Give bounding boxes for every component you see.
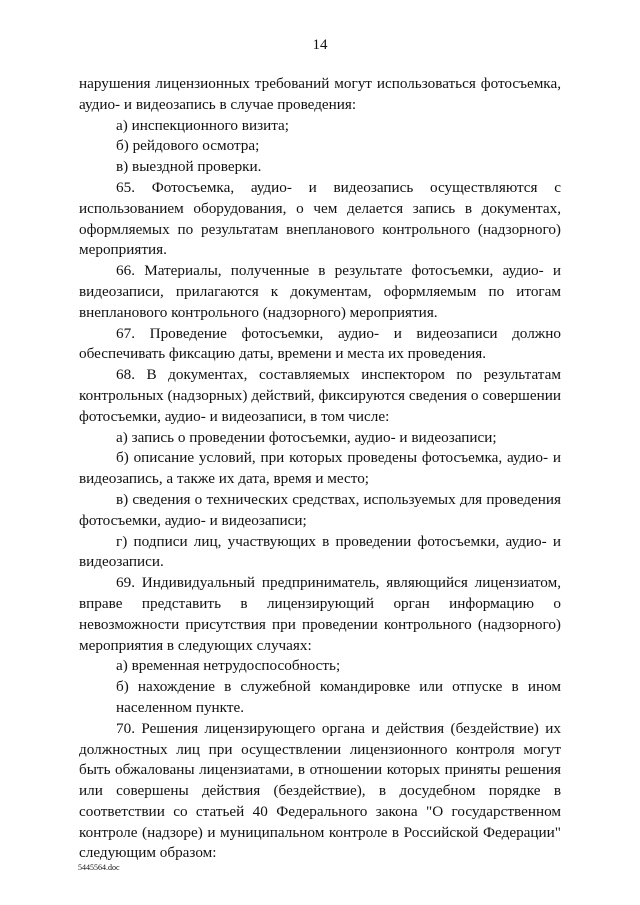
- paragraph: 70. Решения лицензирующего органа и действия (бездействие) их должностных лиц при осуществлении лицензионного контроля могут быть обжалованы лицензиатами, в отношении которых приняты решения или совершены действия (бездействие), в досудебном порядке в соответствии со статьей 40 Федерального закона "О государственном контроле (надзоре) и муниципальном контроле в Российской Федерации" следующим образом:: [79, 719, 561, 862]
- document-file-id: 5445564.doc: [78, 863, 120, 872]
- paragraph: 69. Индивидуальный предприниматель, являющийся лицензиатом, вправе представить в лицензирующий орган информацию о невозможности присутствия при проведении контрольного (надзорного) мероприятия в следующих случаях:: [79, 574, 561, 654]
- page-number: 14: [312, 37, 328, 53]
- paragraph: в) выездной проверки.: [116, 158, 262, 176]
- paragraph: 68. В документах, составляемых инспектором по результатам контрольных (надзорных) действий, фиксируются сведения о совершении фотосъемки, аудио- и видеозаписи, в том числе:: [79, 366, 561, 425]
- paragraph: а) временная нетрудоспособность;: [116, 657, 341, 675]
- paragraph: б) нахождение в служебной командировке или отпуске в ином населенном пункте.: [116, 678, 561, 716]
- paragraph: 66. Материалы, полученные в результате фотосъемки, аудио- и видеозаписи, прилагаются к документам, оформляемым по итогам внепланового контрольного (надзорного) мероприятия.: [79, 262, 561, 321]
- paragraph: нарушения лицензионных требований могут использоваться фотосъемка, аудио- и видеозапись в случае проведения:: [79, 75, 561, 113]
- paragraph: 65. Фотосъемка, аудио- и видеозапись осуществляются с использованием оборудования, о чем делается запись в документах, оформляемых по результатам внепланового контрольного (надзорного) мероприятия.: [79, 178, 561, 259]
- paragraph: б) описание условий, при которых проведены фотосъемка, аудио- и видеозапись, а также их дата, время и место;: [79, 449, 561, 488]
- paragraph: в) сведения о технических средствах, используемых для проведения фотосъемки, аудио- и видеозаписи;: [79, 490, 561, 529]
- paragraph: а) инспекционного визита;: [116, 116, 289, 134]
- paragraph: 67. Проведение фотосъемки, аудио- и видеозаписи должно обеспечивать фиксацию даты, времени и места их проведения.: [79, 324, 561, 363]
- document-body: [79, 74, 561, 864]
- paragraph: а) запись о проведении фотосъемки, аудио- и видеозаписи;: [116, 428, 497, 446]
- paragraph: г) подписи лиц, участвующих в проведении фотосъемки, аудио- и видеозаписи.: [79, 532, 561, 571]
- paragraph: б) рейдового осмотра;: [116, 137, 260, 155]
